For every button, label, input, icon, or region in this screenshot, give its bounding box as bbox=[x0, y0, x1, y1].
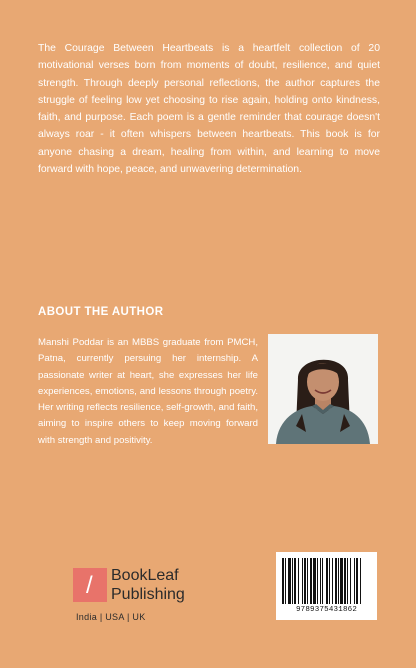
isbn-number: 9789375431862 bbox=[295, 606, 358, 614]
logo-mark-icon: / bbox=[73, 568, 107, 602]
back-cover-blurb: The Courage Between Heartbeats is a heartfelt collection of 20 motivational verses born from moments of doubt, resilience, and quiet strength. Through deeply personal reflections, the author captures the struggle of feeling low yet choosing to rise again, holding onto kindness, faith, and purpose. Each poem is a gentle reminder that courage doesn't always roar - it often whispers between heartbeats. This book is for anyone chasing a dream, healing from within, and learning to move forward with hope, peace, and unwavering determination. bbox=[38, 43, 380, 176]
publisher-name-line1: BookLeaf bbox=[111, 567, 179, 584]
publisher-name-line2: Publishing bbox=[111, 586, 185, 603]
barcode-bars bbox=[282, 558, 371, 604]
isbn-barcode bbox=[276, 552, 377, 620]
author-bio: Manshi Poddar is an MBBS graduate from PMCH, Patna, currently persuing her internship. A passionate writer at heart, she expresses her life experiences, emotions, and lessons through poetry. Her writing reflects resilience, self-growth, and faith, aiming to inspire others to keep moving forward with strength and positivity. bbox=[38, 337, 258, 446]
publisher-logo bbox=[73, 568, 183, 608]
author-photo bbox=[268, 334, 378, 444]
about-author-heading: ABOUT THE AUTHOR bbox=[38, 306, 164, 318]
publisher-regions: India | USA | UK bbox=[76, 612, 146, 622]
